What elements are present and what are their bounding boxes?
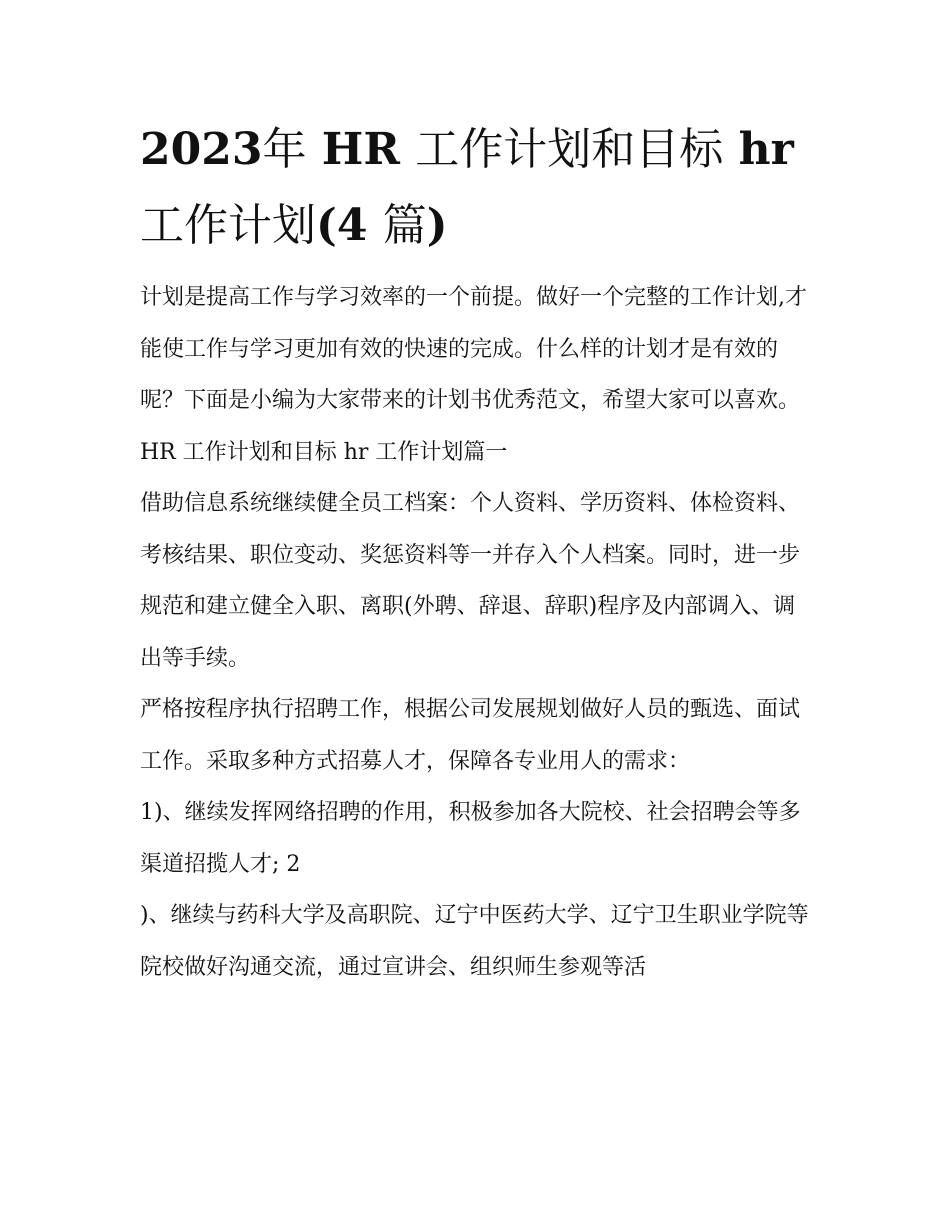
intro-paragraph: 计划是提高工作与学习效率的一个前提。做好一个完整的工作计划,才能使工作与学习更加有效的快速的完成。什么样的计划才是有效的呢？下面是小编为大家带来的计划书优秀范文，希望大家可以喜欢。 <box>140 285 807 413</box>
title-plan-and-goals: 工作计划和目标 <box>415 124 724 175</box>
document-page <box>140 112 812 993</box>
title-year: 2023 <box>140 124 263 175</box>
body-paragraph: 严格按程序执行招聘工作，根据公司发展规划做好人员的甄选、面试工作。采取多种方式招募人才，保障各专业用人的需求： <box>140 697 801 774</box>
title-close-paren: ) <box>426 200 448 251</box>
list-item: 1)、继续发挥网络招聘的作用，积极参加各大院校、社会招聘会等多渠道招揽人才; 2 <box>140 800 801 877</box>
title-hr-upper: HR <box>321 124 400 175</box>
section-heading: HR 工作计划和目标 hr 工作计划篇一 <box>140 439 508 465</box>
body-paragraph: 借助信息系统继续健全员工档案：个人资料、学历资料、体检资料、考核结果、职位变动、奖惩资料等一并存入个人档案。同时，进一步规范和建立健全入职、离职(外聘、辞退、辞职)程序及内部调入、调出等手续。 <box>140 491 801 671</box>
list-item: )、继续与药科大学及高职院、辽宁中医药大学、辽宁卫生职业学院等院校做好沟通交流，通过宣讲会、组织师生参观等活 <box>140 903 809 980</box>
title-articles: 篇 <box>382 200 427 251</box>
title-hr-lower: hr <box>738 124 794 175</box>
title-count: (4 <box>316 200 368 251</box>
title-work-plan: 工作计划 <box>140 200 316 251</box>
document-body <box>140 272 812 993</box>
document-title <box>140 112 812 264</box>
title-year-suffix: 年 <box>262 124 307 175</box>
